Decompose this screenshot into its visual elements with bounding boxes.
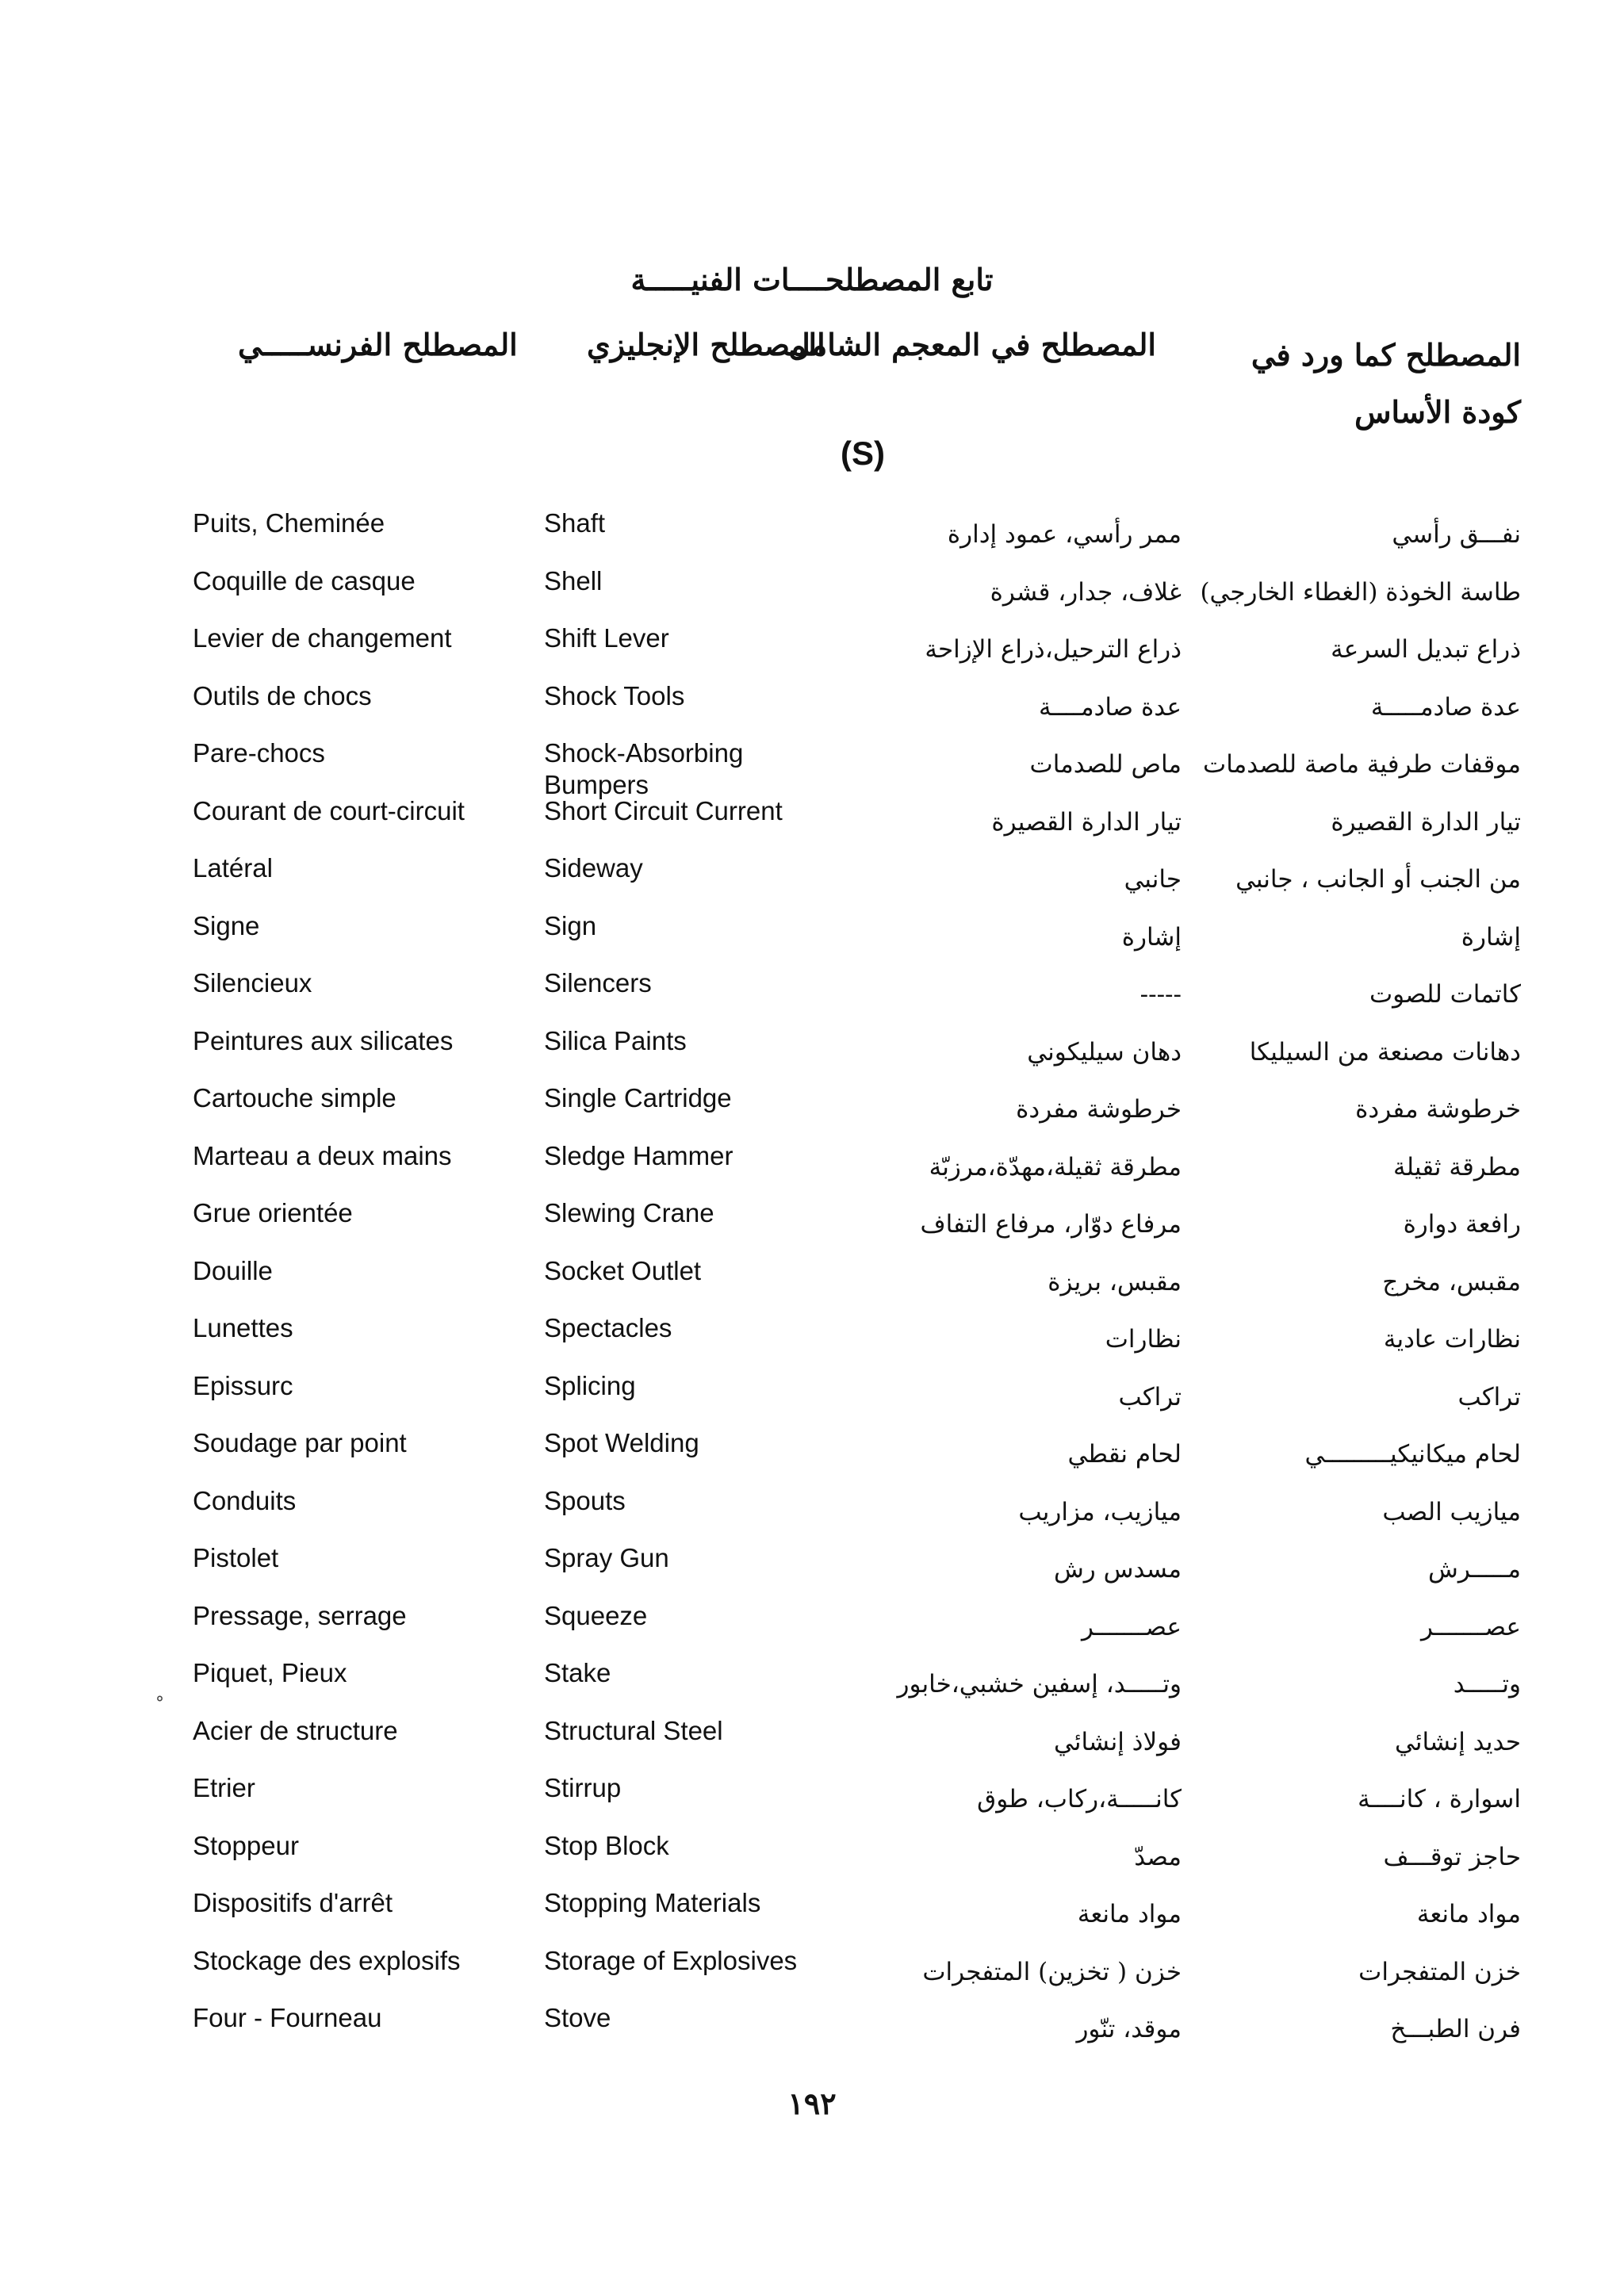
french-term: Pare-chocs <box>193 738 325 768</box>
english-term: Shock-Absorbing Bumpers <box>544 738 744 799</box>
base-code-term: وتـــــد <box>1453 1670 1521 1698</box>
section-letter: (S) <box>841 435 885 472</box>
english-term: Stirrup <box>544 1773 622 1802</box>
base-code-term: خرطوشة مفردة <box>1355 1095 1521 1124</box>
dictionary-term: مواد مانعة <box>1077 1900 1182 1928</box>
dictionary-term: دهان سيليكوني <box>1027 1037 1182 1067</box>
table-row <box>0 1830 1624 1887</box>
dictionary-term: وتـــــد، إسفين خشبي،خابور <box>897 1670 1182 1698</box>
english-term: Silencers <box>544 968 652 998</box>
dictionary-term: فولاذ إنشائي <box>1054 1727 1182 1756</box>
base-code-term: مـــــرش <box>1428 1555 1521 1584</box>
table-row <box>0 1197 1624 1254</box>
base-code-term: دهانات مصنعة من السيليكا <box>1249 1037 1521 1067</box>
english-term: Splicing <box>544 1370 636 1400</box>
english-term: Stop Block <box>544 1830 669 1860</box>
table-row <box>0 2002 1624 2059</box>
french-term: Stoppeur <box>193 1830 299 1860</box>
english-term: Shaft <box>544 508 606 538</box>
base-code-term: مواد مانعة <box>1416 1900 1521 1928</box>
table-row <box>0 507 1624 565</box>
dictionary-term: خزن ( تخزين) المتفجرات <box>922 1957 1182 1986</box>
base-code-term: حديد إنشائي <box>1395 1727 1521 1756</box>
table-row <box>0 1600 1624 1657</box>
dictionary-term: مقبس، بريزة <box>1048 1267 1182 1296</box>
french-term: Conduits <box>193 1485 297 1515</box>
english-term: Sledge Hammer <box>544 1140 733 1170</box>
base-code-term: فرن الطبـــخ <box>1390 2015 1521 2043</box>
table-row <box>0 1887 1624 1944</box>
table-row <box>0 1945 1624 2002</box>
french-term: Marteau a deux mains <box>193 1140 452 1170</box>
base-code-term: لحام ميكانيكيـــــــــي <box>1304 1440 1521 1469</box>
table-row <box>0 1312 1624 1369</box>
base-code-term: موقفات طرفية ماصة للصدمات <box>1203 750 1521 779</box>
margin-mark: ° <box>155 1694 164 1714</box>
table-row <box>0 910 1624 967</box>
french-term: Epissurc <box>193 1370 293 1400</box>
table-row <box>0 565 1624 622</box>
table-row <box>0 1772 1624 1829</box>
english-term: Silica Paints <box>544 1025 687 1055</box>
english-term: Spray Gun <box>544 1543 669 1572</box>
column-header-dictionary: المصطلح في المعجم الشامل <box>788 327 1156 362</box>
base-code-term: رافعة دوارة <box>1403 1210 1521 1239</box>
base-code-term: إشارة <box>1461 922 1521 952</box>
table-row <box>0 1082 1624 1139</box>
table-row <box>0 680 1624 737</box>
french-term: Pressage, serrage <box>193 1600 407 1630</box>
dictionary-term: ذراع الترحيل،ذراع الإزاحة <box>925 635 1182 664</box>
dictionary-term: كانـــــة،ركاب، طوق <box>977 1785 1182 1813</box>
dictionary-term: موقد، تنّور <box>1076 2015 1182 2043</box>
table-row <box>0 622 1624 680</box>
dictionary-term: خرطوشة مفردة <box>1016 1095 1182 1124</box>
english-term: Structural Steel <box>544 1715 723 1745</box>
french-term: Coquille de casque <box>193 565 416 596</box>
base-code-term: تيار الدارة القصيرة <box>1331 807 1521 837</box>
base-code-term: نفـــق رأسي <box>1392 520 1521 549</box>
english-term: Sign <box>544 910 597 940</box>
dictionary-term: ممر رأسي، عمود إدارة <box>947 520 1182 549</box>
french-term: Courant de court-circuit <box>193 795 465 825</box>
french-term: Soudage par point <box>193 1428 407 1457</box>
french-term: Piquet, Pieux <box>193 1658 347 1687</box>
base-code-term: حاجز توقـــف <box>1383 1842 1521 1871</box>
base-code-term: ميازيب الصب <box>1382 1497 1521 1526</box>
table-row <box>0 1370 1624 1427</box>
table-row <box>0 852 1624 910</box>
dictionary-term: مصدّ <box>1134 1842 1182 1871</box>
table-row <box>0 1485 1624 1542</box>
french-term: Latéral <box>193 853 273 883</box>
column-header-english: المصطلح الإنجليزي <box>587 327 825 362</box>
table-row <box>0 795 1624 852</box>
column-header-base-code: المصطلح كما ورد في كودة الأساس <box>1251 337 1521 430</box>
column-header-french: المصطلح الفرنســـــي <box>238 327 518 362</box>
base-code-term: مقبس، مخرج <box>1382 1267 1521 1296</box>
english-term: Slewing Crane <box>544 1198 714 1227</box>
french-term: Acier de structure <box>193 1715 398 1745</box>
table-row <box>0 1025 1624 1082</box>
page-number: ١٩٢ <box>787 2085 837 2121</box>
french-term: Cartouche simple <box>193 1083 396 1113</box>
base-code-term: نظارات عادية <box>1383 1325 1521 1354</box>
base-code-term: من الجنب أو الجانب ، جانبي <box>1235 865 1521 894</box>
french-term: Signe <box>193 910 260 940</box>
french-term: Puits, Cheminée <box>193 508 385 538</box>
dictionary-term: ميازيب، مزاريب <box>1018 1497 1182 1526</box>
dictionary-term: مطرقة ثقيلة،مهدّة،مرزبّة <box>929 1152 1182 1181</box>
french-term: Peintures aux silicates <box>193 1025 454 1055</box>
base-code-term: عصـــــــر <box>1420 1612 1521 1641</box>
english-term: Sideway <box>544 853 643 883</box>
dictionary-term: تراكب <box>1118 1382 1182 1411</box>
french-term: Pistolet <box>193 1543 279 1572</box>
base-code-term: كاتمات للصوت <box>1369 980 1521 1009</box>
french-term: Four - Fourneau <box>193 2003 382 2032</box>
french-term: Lunettes <box>193 1313 293 1342</box>
table-row <box>0 1657 1624 1714</box>
dictionary-term: جانبي <box>1124 865 1182 894</box>
dictionary-term: ----- <box>1139 980 1182 1009</box>
base-code-term: ذراع تبديل السرعة <box>1331 635 1521 664</box>
table-row <box>0 737 1624 799</box>
table-row <box>0 967 1624 1024</box>
base-code-term: اسوارة ، كانــــة <box>1358 1785 1521 1813</box>
table-row <box>0 1427 1624 1484</box>
english-term: Short Circuit Current <box>544 795 783 825</box>
table-row <box>0 1715 1624 1772</box>
dictionary-term: ماص للصدمات <box>1029 750 1182 779</box>
french-term: Outils de chocs <box>193 680 372 710</box>
dictionary-term: نظارات <box>1105 1325 1182 1354</box>
dictionary-term: عدة صادمــــة <box>1039 692 1182 722</box>
english-term: Single Cartridge <box>544 1083 732 1113</box>
table-row <box>0 1140 1624 1197</box>
english-term: Stove <box>544 2003 611 2032</box>
english-term: Shift Lever <box>544 623 669 653</box>
dictionary-term: عصـــــــر <box>1081 1612 1182 1641</box>
french-term: Douille <box>193 1255 273 1285</box>
dictionary-term: إشارة <box>1121 922 1182 952</box>
base-code-term: عدة صادمـــــة <box>1370 692 1521 722</box>
english-term: Squeeze <box>544 1600 648 1630</box>
base-code-term: خزن المتفجرات <box>1358 1957 1521 1986</box>
english-term: Socket Outlet <box>544 1255 702 1285</box>
english-term: Shell <box>544 565 603 596</box>
french-term: Silencieux <box>193 968 312 998</box>
dictionary-term: لحام نقطي <box>1067 1440 1182 1469</box>
french-term: Dispositifs d'arrêt <box>193 1888 393 1917</box>
dictionary-term: غلاف، جدار، قشرة <box>990 577 1182 607</box>
french-term: Stockage des explosifs <box>193 1945 461 1975</box>
base-code-term: مطرقة ثقيلة <box>1393 1152 1521 1181</box>
dictionary-term: تيار الدارة القصيرة <box>991 807 1182 837</box>
english-term: Storage of Explosives <box>544 1945 798 1975</box>
french-term: Levier de changement <box>193 623 452 653</box>
table-row <box>0 1255 1624 1312</box>
page-title: تابع المصطلحــــات الفنيـــــة <box>630 262 994 297</box>
french-term: Grue orientée <box>193 1198 353 1227</box>
english-term: Spot Welding <box>544 1428 699 1457</box>
english-term: Stopping Materials <box>544 1888 761 1917</box>
dictionary-term: مرفاع دوّار، مرفاع التفاف <box>920 1210 1182 1239</box>
base-code-term: طاسة الخوذة (الغطاء الخارجي) <box>1200 577 1521 607</box>
dictionary-term: مسدس رش <box>1053 1555 1182 1584</box>
base-code-term: تراكب <box>1457 1382 1521 1411</box>
english-term: Spectacles <box>544 1313 672 1342</box>
french-term: Etrier <box>193 1773 255 1802</box>
english-term: Stake <box>544 1658 611 1687</box>
english-term: Shock Tools <box>544 680 685 710</box>
table-row <box>0 1542 1624 1599</box>
english-term: Spouts <box>544 1485 626 1515</box>
